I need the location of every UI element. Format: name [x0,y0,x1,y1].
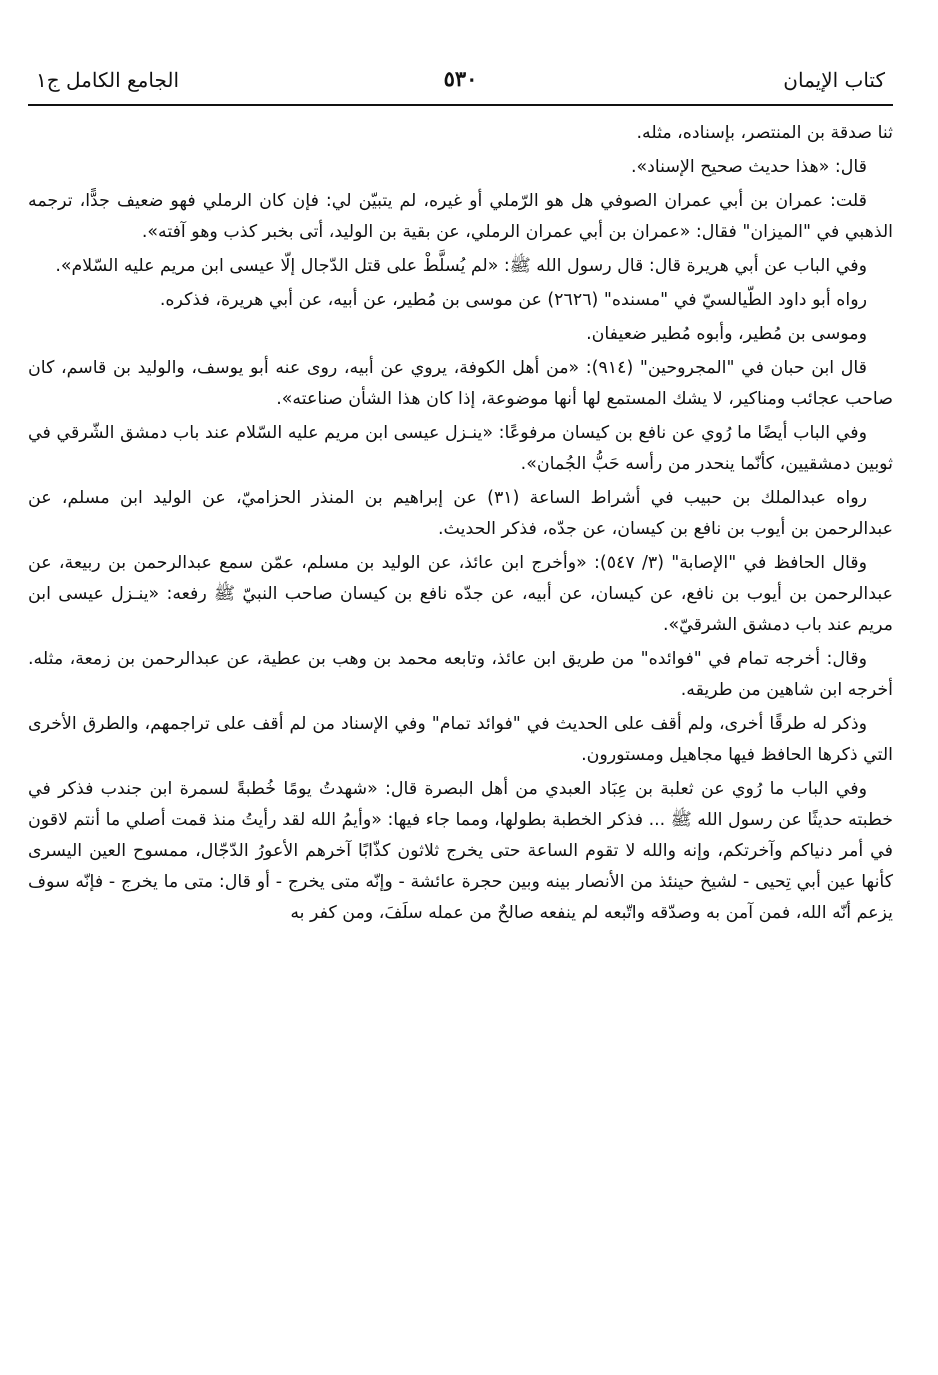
page-body [28,106,893,929]
paragraph: ثنا صدقة بن المنتصر، بإسناده، مثله. [636,123,893,143]
paragraph: وقال الحافظ في "الإصابة" (٣/ ٥٤٧): «وأخرج ابن عائذ، عن الوليد بن مسلم، عمّن سمع عبدالرحمن بن ربيعة، عن عبدالرحمن بن أيوب بن نافع، عن كيسان، عن أبيه، عن جدّه نافع بن كيسان صاحب النبيّ ﷺ رفعه: «ينـزل عيسى ابن مريم عند باب دمشق الشرقيّ». [28,553,893,635]
paragraph: وفي الباب ما رُوي عن ثعلبة بن عِبَاد العبدي من أهل البصرة قال: «شهدتُ يومًا خُطبةً لسمرة ابن جندب فذكر في خطبته حديثًا عن رسول الله ﷺ ... فذكر الخطبة بطولها، ومما جاء فيها: «وأيمُ الله لقد رأيتُ منذ قمت أصلي ما أنتم لاقون في أمر دنياكم وآخرتكم، وإنه والله لا تقوم الساعة حتى يخرج ثلاثون كذّابًا آخرهم الأعورُ الدّجّال، ممسوح العين اليسرى كأنها عين أبي تِحيى - لشيخ حينئذ من الأنصار بينه وبين حجرة عائشة - وإنّه متى يخرج - أو قال: متى ما يخرج - فإنّه سوف يزعم أنّه الله، فمن آمن به وصدّقه واتّبعه لم ينفعه صالحٌ من عمله سلَفَ، ومن كفر به [28,779,893,923]
paragraph: وموسى بن مُطير، وأبوه مُطير ضعيفان. [586,324,867,344]
paragraph: قال ابن حبان في "المجروحين" (٩١٤): «من أهل الكوفة، يروي عن أبيه، روى عنه أبو يوسف، والوليد بن قاسم، كان صاحب عجائب ومناكير، لا يشك المستمع لها أنها موضوعة، إذا كان هذا الشأن صناعته». [28,358,893,409]
book-title: الجامع الكامل ج١ [36,68,180,92]
paragraph: رواه عبدالملك بن حبيب في أشراط الساعة (٣١) عن إبراهيم بن المنذر الحزاميّ، عن الوليد ابن مسلم، عن عبدالرحمن بن أيوب بن نافع بن كيسان، عن جدّه، فذكر الحديث. [28,488,893,539]
page-number: ٥٣٠ [443,66,478,91]
paragraph: وفي الباب أيضًا ما رُوي عن نافع بن كيسان مرفوعًا: «ينـزل عيسى ابن مريم عليه السّلام عند باب دمشق الشّرقي في ثوبين دمشقيين، كأنّما ينحدر من رأسه حَبُّ الجُمان». [28,423,893,474]
paragraph: رواه أبو داود الطّيالسيّ في "مسنده" (٢٦٢٦) عن موسى بن مُطير، عن أبيه، عن أبي هريرة، فذكره. [159,290,867,310]
page-header [28,52,893,106]
paragraph: قال: «هذا حديث صحيح الإسناد». [630,157,867,177]
paragraph: قلت: عمران بن أبي عمران الصوفي هل هو الرّملي أو غيره، لم يتبيّن لي: فإن كان الرملي فهو ضعيف جدًّا، ترجمه الذهبي في "الميزان" فقال: «عمران بن أبي عمران الرملي، عن بقية بن الوليد، أتى بخبر كذب وهو آفته». [28,191,893,242]
book-page [28,52,893,1352]
chapter-title: كتاب الإيمان [783,68,885,92]
paragraph: وذكر له طرقًا أخرى، ولم أقف على الحديث في "فوائد تمام" وفي الإسناد من لم أقف على تراجمهم، والطرق الأخرى التي ذكرها الحافظ فيها مجاهيل ومستورون. [28,714,893,765]
paragraph: وفي الباب عن أبي هريرة قال: قال رسول الله ﷺ: «لم يُسلَّطْ على قتل الدّجال إلّا عيسى ابن مريم عليه السّلام». [55,256,867,276]
paragraph: وقال: أخرجه تمام في "فوائده" من طريق ابن عائذ، وتابعه محمد بن وهب بن عطية، عن عبدالرحمن بن زمعة، مثله. أخرجه ابن شاهين من طريقه. [28,649,893,700]
